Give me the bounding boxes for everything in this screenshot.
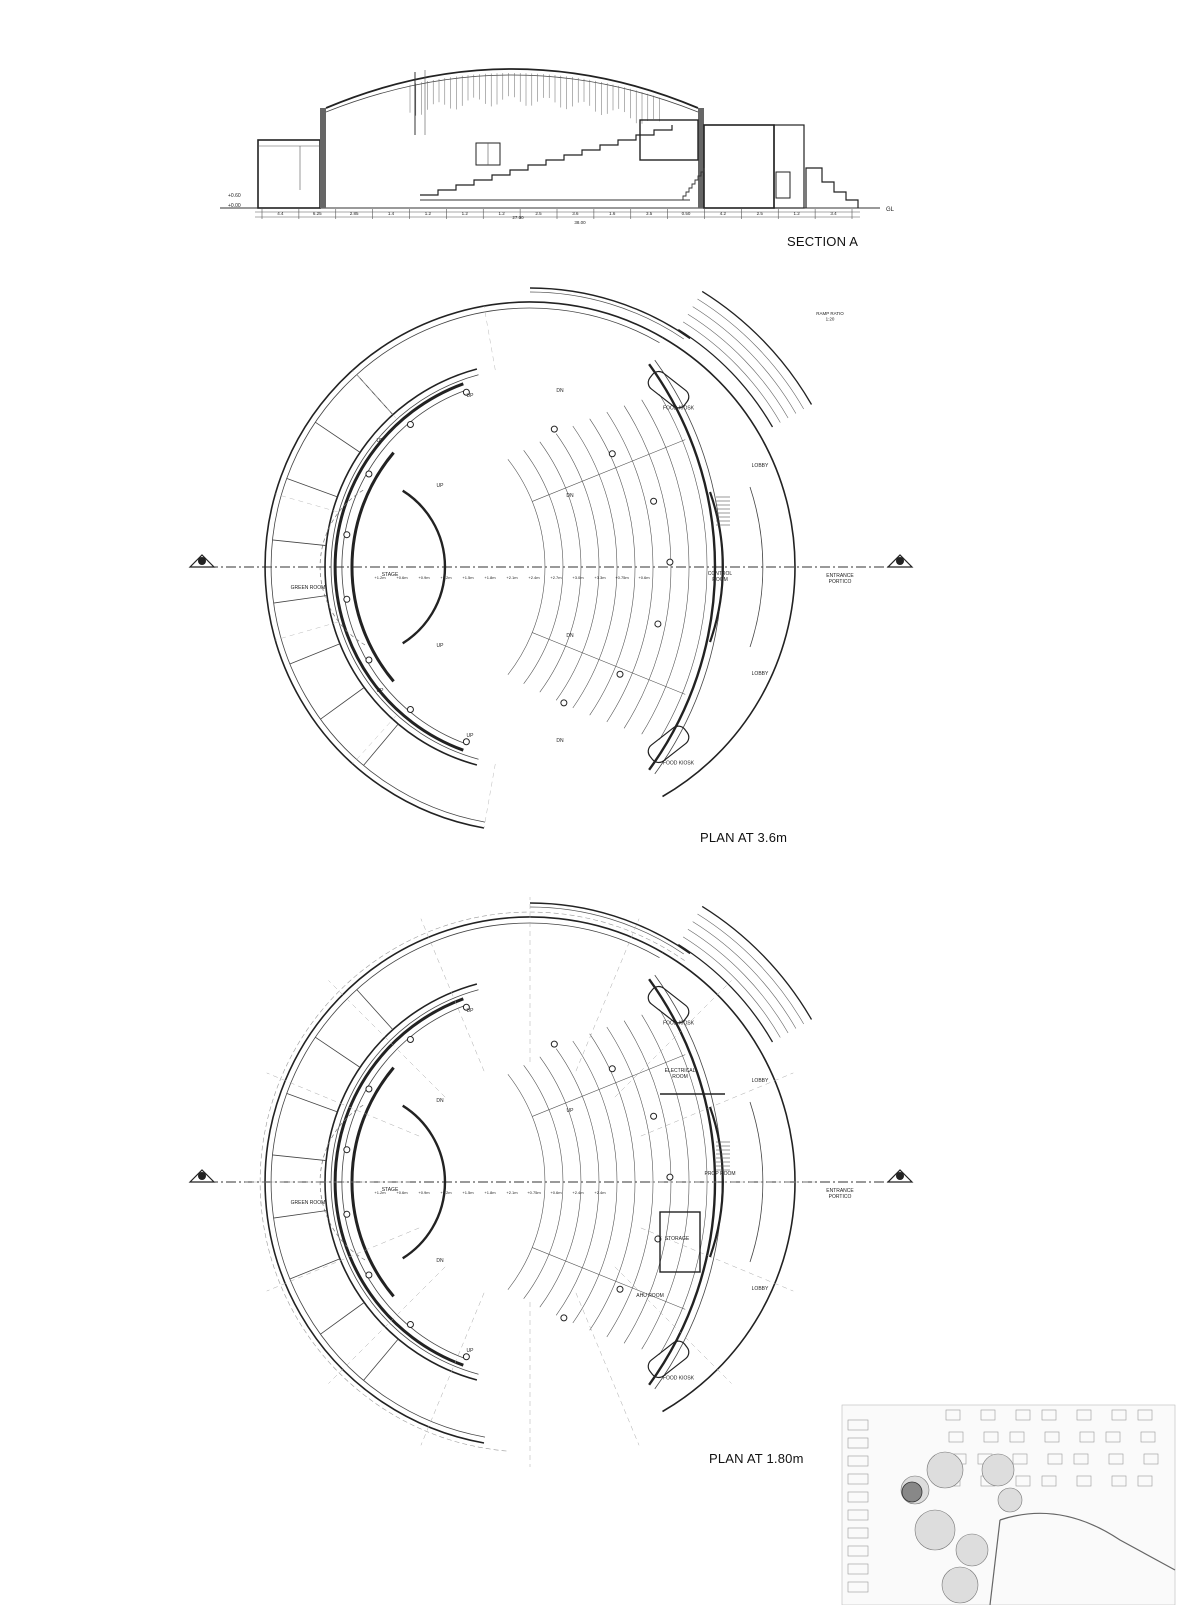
room-label-lobby: LOBBY — [751, 1286, 769, 1292]
level-value: +0.6m — [638, 575, 650, 580]
section-dim-value: 2.5 — [535, 211, 542, 216]
level-mark: UP — [466, 733, 474, 739]
column — [609, 451, 615, 457]
section-a-title: SECTION A — [787, 234, 859, 249]
room-label-prop: PROP ROOM — [704, 1171, 736, 1177]
ramp-run — [678, 945, 772, 1043]
ramp-run — [698, 299, 804, 409]
section-lobby-block — [704, 125, 774, 208]
section-dim-value: 4.2 — [719, 211, 727, 216]
partition-wall — [287, 478, 338, 496]
grid-radial — [353, 716, 396, 764]
column — [344, 1147, 350, 1153]
section-marker-dot — [896, 1172, 904, 1180]
column — [463, 739, 469, 745]
column — [366, 657, 372, 663]
room-label-green-room: GREEN ROOM — [290, 585, 326, 591]
column — [344, 1211, 350, 1217]
section-door — [776, 172, 790, 198]
section-dim-value: 1.2 — [461, 211, 468, 216]
aisle-line — [532, 1055, 685, 1117]
column — [655, 621, 661, 627]
level-mark: UP — [466, 393, 474, 399]
room-label-kiosk: FOOD KIOSK — [662, 1020, 695, 1027]
ramp-run — [678, 330, 772, 428]
section-dim-value: 2.5 — [756, 211, 763, 216]
section-dim-value: 2.85 — [349, 211, 359, 216]
room-label-lobby: LOBBY — [751, 463, 769, 469]
column — [407, 706, 413, 712]
partition-wall — [364, 1339, 399, 1380]
food-kiosk — [645, 368, 692, 411]
room-label-green-room: GREEN ROOM — [290, 1200, 326, 1206]
room-label-kiosk: FOOD KIOSK — [662, 760, 695, 767]
section-wall-right — [698, 108, 704, 208]
level-mark: DN — [436, 1258, 444, 1264]
site-tree-cluster — [915, 1510, 955, 1550]
section-marker-dot — [896, 557, 904, 565]
column — [667, 1174, 673, 1180]
room-label-control-room: CONTROL ROOM — [707, 571, 733, 583]
lobby-canopy — [530, 288, 690, 339]
room-label-lobby: LOBBY — [751, 1078, 769, 1084]
partition-wall — [320, 687, 364, 719]
column — [366, 1272, 372, 1278]
level-value: +2.7m — [550, 575, 562, 580]
level-value: +1.2m — [374, 1190, 386, 1195]
section-wall-left — [320, 108, 326, 208]
aisle-line — [532, 633, 685, 695]
section-dim-value: 1.6 — [609, 211, 616, 216]
grid-radial — [484, 306, 495, 370]
level-mark: UP — [566, 1108, 574, 1114]
section-dim-value: 1.2 — [793, 211, 800, 216]
ramp-note: RAMP RATIO 1:20 — [816, 311, 844, 322]
column — [551, 1041, 557, 1047]
section-level-label: +0.60 — [228, 193, 241, 199]
grid-radial — [421, 919, 484, 1071]
partition-wall — [290, 1259, 340, 1279]
level-value: +0.75m — [615, 575, 629, 580]
section-marker-dot — [198, 557, 206, 565]
section-dim-total: 38.00 — [574, 220, 586, 225]
column — [407, 1321, 413, 1327]
ramp-run — [698, 914, 804, 1024]
level-value: +3.0m — [572, 575, 584, 580]
grid-radial — [576, 919, 639, 1071]
column — [561, 700, 567, 706]
plan-lower — [190, 897, 912, 1467]
grid-radial — [576, 1293, 639, 1445]
room-label-stage: STAGE — [381, 1187, 399, 1193]
level-value: +1.8m — [484, 575, 496, 580]
column — [667, 559, 673, 565]
column — [463, 1354, 469, 1360]
grid-radial — [484, 764, 495, 828]
grid-radial — [328, 980, 445, 1097]
level-value: +2.4m — [572, 1190, 584, 1195]
column — [366, 471, 372, 477]
section-lobby-block — [774, 125, 804, 208]
level-value: +1.5m — [462, 1190, 474, 1195]
level-value: +1.2m — [440, 575, 452, 580]
level-value: +2.1m — [506, 575, 518, 580]
site-auditorium-marker — [902, 1482, 922, 1502]
column — [366, 1086, 372, 1092]
section-a — [220, 69, 895, 225]
partition-wall — [320, 1302, 364, 1334]
section-dim-mid: 27.00 — [512, 215, 524, 220]
column — [651, 1113, 657, 1119]
column — [407, 422, 413, 428]
site-plan-thumbnail — [842, 1405, 1175, 1605]
ramp — [678, 906, 811, 1042]
site-tree-cluster — [956, 1534, 988, 1566]
level-value: +0.6m — [550, 1190, 562, 1195]
level-value: +0.9m — [418, 1190, 430, 1195]
partition-wall — [274, 1211, 327, 1219]
section-dim-value: 1.2 — [498, 211, 505, 216]
site-tree-cluster — [998, 1488, 1022, 1512]
level-value: +0.9m — [418, 575, 430, 580]
column — [617, 1286, 623, 1292]
column — [651, 498, 657, 504]
room-label-storage: STORAGE — [664, 1236, 690, 1242]
section-control-room — [640, 120, 698, 160]
storage-room-wall — [660, 1212, 700, 1272]
level-mark: DN — [566, 633, 574, 639]
section-marker-dot — [198, 1172, 206, 1180]
partition-wall — [274, 596, 327, 604]
room-label-lobby: LOBBY — [751, 671, 769, 677]
level-mark: UP — [376, 688, 384, 694]
partition-wall — [287, 1093, 338, 1111]
partition-wall — [272, 540, 326, 546]
partition-wall — [315, 422, 360, 452]
room-label-stage: STAGE — [381, 572, 399, 578]
section-level-label: +0.00 — [228, 203, 241, 209]
room-label-entrance: ENTRANCE PORTICO — [826, 573, 854, 585]
room-label-electrical: ELECTRICAL ROOM — [664, 1068, 696, 1080]
room-label-entrance: ENTRANCE PORTICO — [826, 1188, 854, 1200]
section-seating-steps — [420, 125, 672, 195]
section-dim-value: 3.4 — [830, 211, 837, 216]
site-tree-cluster — [942, 1567, 978, 1603]
section-dim-value: 3.5 — [646, 211, 653, 216]
food-kiosk — [645, 1338, 692, 1381]
site-tree-cluster — [982, 1454, 1014, 1486]
aisle-line — [532, 1248, 685, 1310]
level-value: +0.6m — [396, 575, 408, 580]
room-label-ahu: AHU ROOM — [636, 1293, 664, 1299]
ramp — [678, 291, 811, 427]
partition-wall — [357, 990, 393, 1030]
grid-radial — [421, 1293, 484, 1445]
column — [344, 532, 350, 538]
section-dim-value: 0.50 — [681, 211, 691, 216]
column — [407, 1037, 413, 1043]
level-mark: UP — [466, 1008, 474, 1014]
level-value: +0.6m — [396, 1190, 408, 1195]
level-mark: UP — [466, 1348, 474, 1354]
food-kiosk — [645, 983, 692, 1026]
lobby-canopy — [530, 903, 690, 954]
column — [617, 671, 623, 677]
grid-radial — [275, 494, 337, 512]
grid-circle — [260, 912, 685, 1451]
section-dim-value: 3.6 — [572, 211, 579, 216]
partition-wall — [290, 644, 340, 664]
column — [609, 1066, 615, 1072]
plan-upper — [190, 288, 912, 828]
level-value: +1.2m — [374, 575, 386, 580]
level-mark: DN — [436, 1098, 444, 1104]
room-label-kiosk: FOOD KIOSK — [662, 405, 695, 412]
aisle-line — [532, 440, 685, 502]
partition-wall — [364, 724, 399, 765]
partition-wall — [272, 1155, 326, 1161]
grid-radial — [615, 1267, 732, 1384]
level-mark: UP — [436, 643, 444, 649]
level-mark: DN — [566, 493, 574, 499]
food-kiosk — [645, 723, 692, 766]
room-label-kiosk: FOOD KIOSK — [662, 1375, 695, 1382]
plan-lower-title: PLAN AT 1.80m — [709, 1451, 804, 1466]
column — [344, 596, 350, 602]
level-value: +1.8m — [484, 1190, 496, 1195]
section-left-block — [258, 140, 320, 208]
section-entrance-steps — [806, 168, 858, 208]
section-dim-value: 4.4 — [277, 211, 284, 216]
grid-radial — [328, 1267, 445, 1384]
column — [551, 426, 557, 432]
grid-radial — [275, 622, 337, 640]
plan-upper-title: PLAN AT 3.6m — [700, 830, 788, 845]
column — [561, 1315, 567, 1321]
site-tree-cluster — [927, 1452, 963, 1488]
level-value: +1.5m — [462, 575, 474, 580]
section-dim-value: 1.4 — [387, 211, 395, 216]
level-value: +2.4m — [594, 1190, 606, 1195]
partition-wall — [315, 1037, 360, 1067]
section-dim-value: 1.2 — [424, 211, 432, 216]
level-mark: UP — [436, 483, 444, 489]
level-value: +2.4m — [528, 575, 540, 580]
level-mark: UP — [376, 438, 384, 444]
level-value: +0.75m — [527, 1190, 541, 1195]
level-mark: DN — [556, 738, 564, 744]
section-dim-value: 6.25 — [312, 211, 322, 216]
level-value: +3.3m — [594, 575, 606, 580]
section-ground-label: GL — [886, 207, 895, 213]
level-value: +1.2m — [440, 1190, 452, 1195]
level-value: +2.1m — [506, 1190, 518, 1195]
level-mark: DN — [556, 388, 564, 394]
